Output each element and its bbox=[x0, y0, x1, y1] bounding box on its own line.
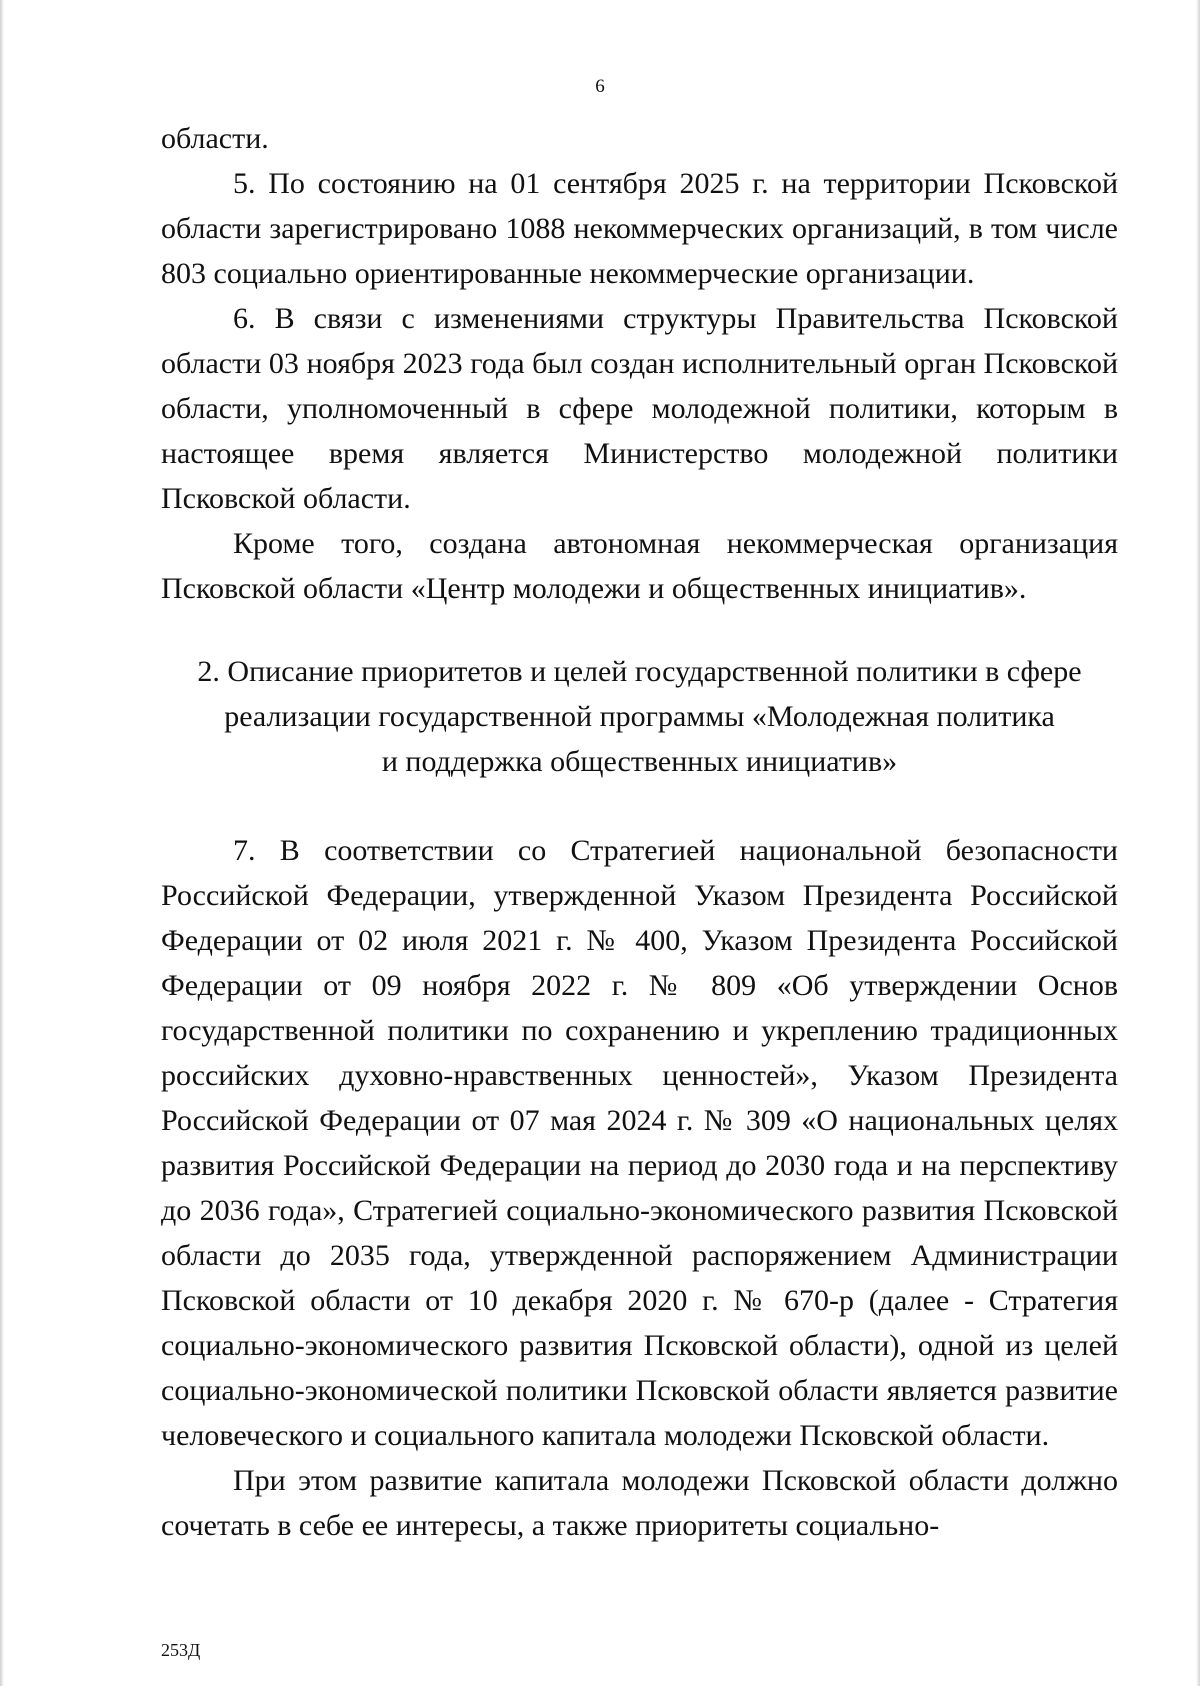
document-body bbox=[161, 116, 1118, 1548]
paragraph-capital: При этом развитие капитала молодежи Псковской области должно сочетать в себе ее интересы, а также приоритеты социально- bbox=[161, 1464, 1118, 1542]
document-code: 253Д bbox=[161, 1640, 201, 1660]
paragraph-item-6: 6. В связи с изменениями структуры Правительства Псковской области 03 ноября 2023 года был создан исполнительный орган Псковской области, уполномоченный в сфере молодежной политики, которым в настоящее время является Министерство молодежной политики Псковской области. bbox=[161, 302, 1118, 515]
page-number: 6 bbox=[595, 76, 605, 97]
paragraph-additional: Кроме того, создана автономная некоммерческая организация Псковской области «Центр молодежи и общественных инициатив». bbox=[161, 527, 1118, 605]
paragraph-item-7: 7. В соответствии со Стратегией национальной безопасности Российской Федерации, утвержденной Указом Президента Российской Федерации от 02 июля 2021 г. № 400, Указом Президента Российской Федерации от 09 ноября 2022 г. № 809 «Об утверждении Основ государственной политики по сохранению и укреплению традиционных российских духовно-нравственных ценностей», Указом Президента Российской Федерации от 07 мая 2024 г. № 309 «О национальных целях развития Российской Федерации на период до 2030 года и на перспективу до 2036 года», Стратегией социально-экономического развития Псковской области до 2035 года, утвержденной распоряжением Администрации Псковской области от 10 декабря 2020 г. № 670-р (далее - Стратегия социально-экономического развития Псковской области), одной из целей социально-экономической политики Псковской области является развитие человеческого и социального капитала молодежи Псковской области. bbox=[161, 834, 1118, 1452]
scan-edge-left bbox=[0, 0, 4, 1686]
section-heading-line: 2. Описание приоритетов и целей государственной политики в сфере bbox=[197, 655, 1082, 688]
paragraph-item-5: 5. По состоянию на 01 сентября 2025 г. на территории Псковской области зарегистрировано 1088 некоммерческих организаций, в том числе 803 социально ориентированные некоммерческие организации. bbox=[161, 167, 1118, 290]
scan-edge-right bbox=[1196, 0, 1200, 1686]
section-heading-line: реализации государственной программы «Молодежная политика bbox=[224, 700, 1055, 733]
paragraph-continuation: области. bbox=[161, 122, 269, 155]
section-heading-line: и поддержка общественных инициатив» bbox=[381, 745, 898, 778]
section-heading bbox=[161, 649, 1118, 784]
